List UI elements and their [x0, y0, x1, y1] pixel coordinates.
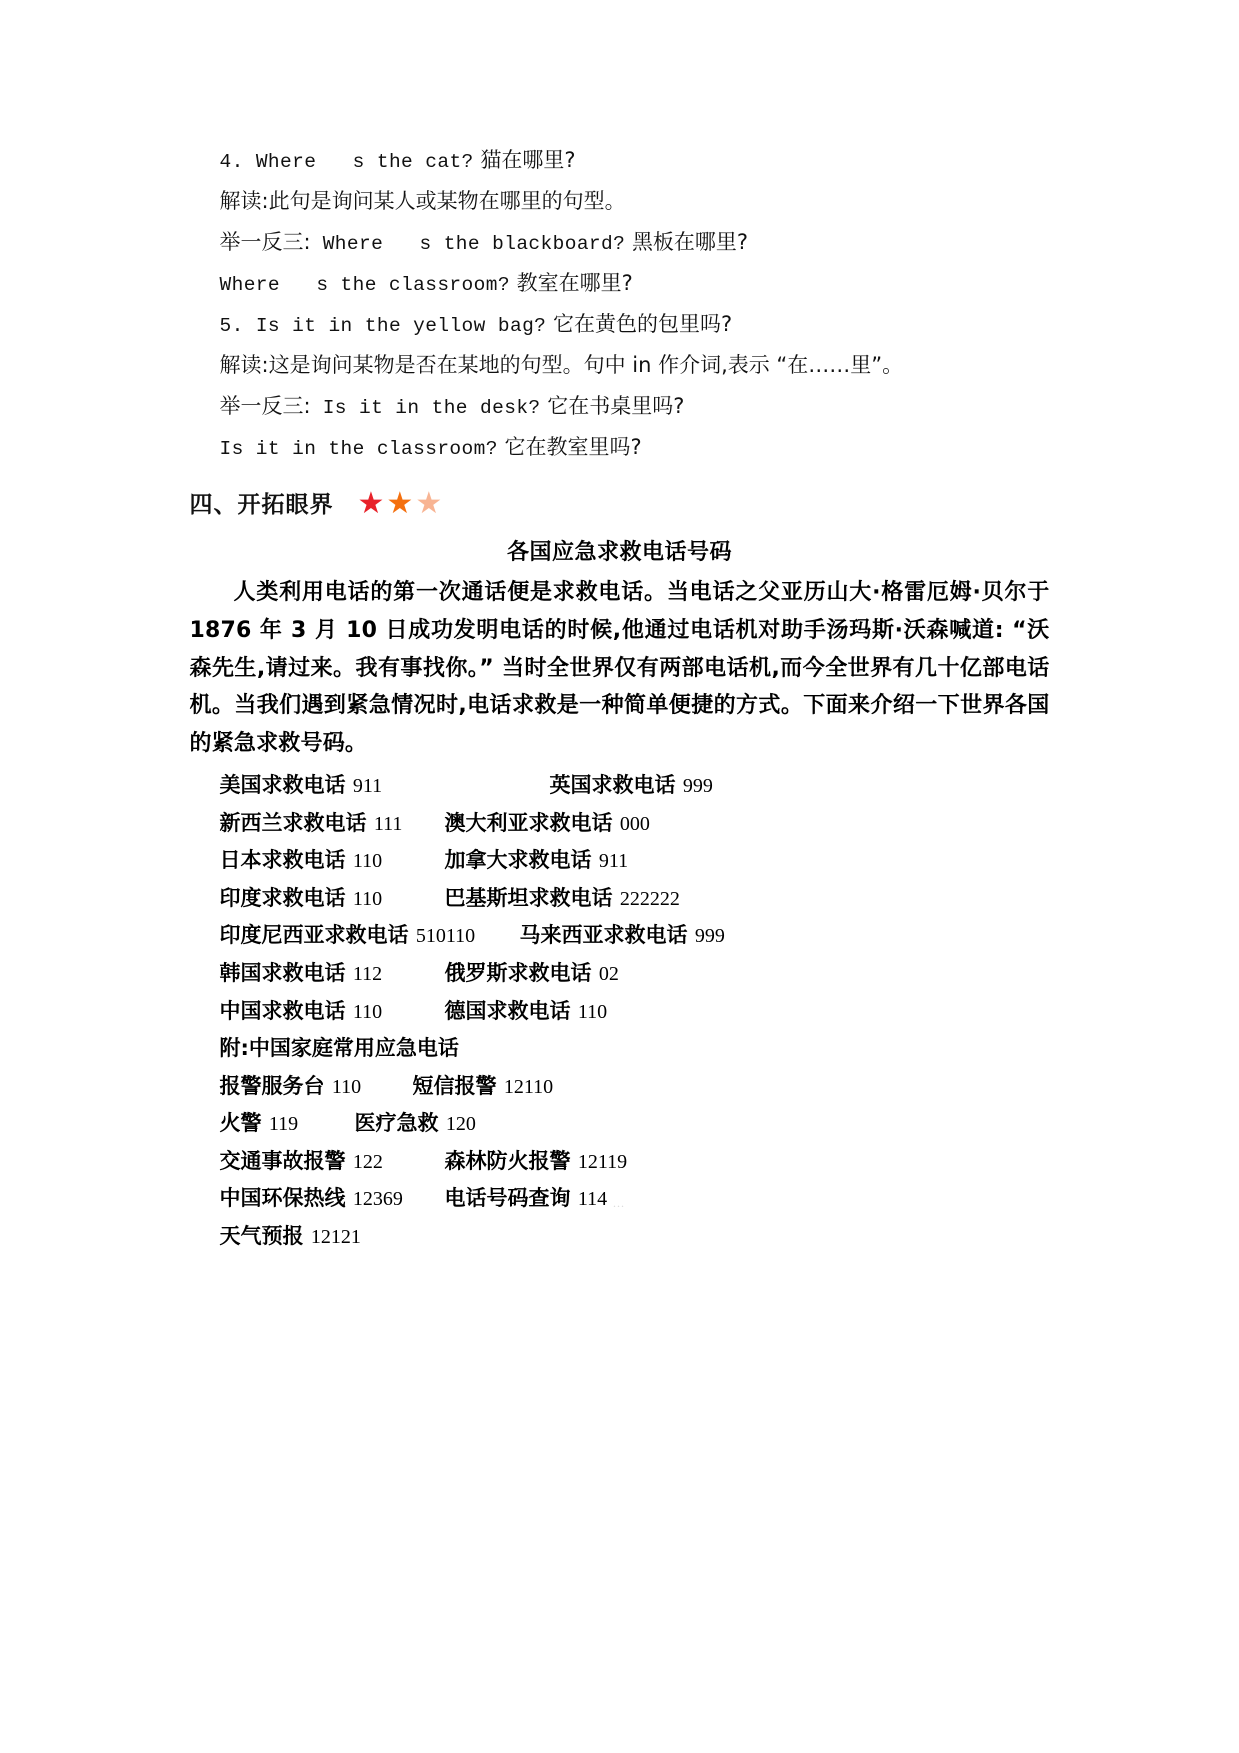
service-number: 12369 [352, 1188, 403, 1211]
list-item [190, 993, 1050, 1031]
grammar-extend-5-line1 [190, 386, 1050, 427]
country-number: 02 [598, 963, 619, 986]
list-item [190, 1105, 1050, 1143]
country-label: 英国求救电话 [549, 773, 676, 798]
country-label: 马来西亚求救电话 [519, 923, 688, 948]
section-heading-label: 四、开拓眼界 [189, 491, 334, 518]
service-number: 12121 [310, 1226, 361, 1249]
country-label: 印度尼西亚求救电话 [219, 923, 409, 948]
service-label: 森林防火报警 [444, 1148, 571, 1173]
country-number: 111 [373, 812, 403, 835]
country-label: 日本求救电话 [219, 848, 346, 873]
emergency-numbers-list [190, 767, 1050, 1030]
grammar-explain-4-label: 解读: [219, 189, 269, 214]
grammar-extend-5-chinese-2: 它在教室里吗? [504, 434, 642, 459]
country-number: 222222 [619, 887, 680, 910]
list-item [190, 955, 1050, 993]
grammar-extend-4-english-1: Where s the blackboard? [322, 232, 626, 255]
service-label: 交通事故报警 [219, 1148, 346, 1173]
grammar-question-4-number: 4. [219, 151, 244, 173]
grammar-question-5-english: Is it in the yellow bag? [255, 314, 547, 337]
grammar-extend-4-line2 [190, 263, 1050, 304]
country-label: 美国求救电话 [219, 773, 346, 798]
service-label: 电话号码查询 [444, 1186, 571, 1211]
list-item [190, 917, 1050, 955]
grammar-explain-5-label: 解读: [219, 353, 269, 377]
grammar-question-5-chinese: 它在黄色的包里吗? [552, 311, 733, 336]
country-number: 510110 [415, 925, 476, 948]
star-icon-1: ★ [357, 487, 385, 521]
service-label: 医疗急救 [354, 1111, 439, 1136]
country-number: 110 [352, 1000, 383, 1023]
grammar-extend-5-english-2: Is it in the classroom? [219, 437, 498, 460]
country-label: 俄罗斯求救电话 [444, 961, 592, 986]
list-item [190, 1218, 1050, 1256]
list-item [190, 767, 1050, 805]
country-number: 112 [352, 963, 383, 986]
list-item [190, 805, 1050, 843]
country-label: 印度求救电话 [219, 885, 346, 910]
service-number: 110 [331, 1075, 362, 1098]
service-number: 12110 [503, 1075, 554, 1098]
country-label: 加拿大求救电话 [444, 848, 592, 873]
grammar-explain-4-text: 此句是询问某人或某物在哪里的句型。 [268, 189, 626, 214]
grammar-extend-4-chinese-2: 教室在哪里? [516, 270, 633, 295]
grammar-extend-5-chinese-1: 它在书桌里吗? [547, 393, 685, 418]
country-number: 000 [619, 812, 650, 835]
service-label: 中国环保热线 [219, 1186, 346, 1211]
grammar-explain-5 [190, 345, 1050, 386]
grammar-question-5 [190, 304, 1050, 345]
country-label: 新西兰求救电话 [219, 810, 367, 835]
section-heading [190, 486, 1050, 519]
country-number: 999 [694, 925, 725, 948]
list-item [190, 842, 1050, 880]
grammar-extend-4-line1 [190, 222, 1050, 263]
list-item [190, 1068, 1050, 1106]
service-number: 120 [445, 1113, 476, 1136]
grammar-question-5-number: 5. [219, 314, 244, 337]
country-label: 澳大利亚求救电话 [444, 810, 613, 835]
grammar-question-4-english: Where s the cat? [255, 151, 474, 173]
grammar-extend-4-label: 举一反三: [219, 229, 311, 254]
service-number: 122 [352, 1150, 383, 1173]
difficulty-stars [358, 489, 443, 519]
page-footer-mark: … [612, 1196, 627, 1210]
list-item [190, 880, 1050, 918]
service-label: 天气预报 [219, 1224, 304, 1249]
service-label: 火警 [219, 1111, 262, 1136]
country-number: 110 [577, 1000, 608, 1023]
country-label: 巴基斯坦求救电话 [444, 885, 613, 910]
grammar-extend-5-line2 [190, 427, 1050, 468]
grammar-explain-4 [190, 181, 1050, 222]
list-item [190, 1143, 1050, 1181]
country-number: 110 [352, 887, 383, 910]
china-emergency-list [190, 1068, 1050, 1256]
grammar-extend-5-label: 举一反三: [219, 393, 311, 418]
country-label: 德国求救电话 [444, 998, 571, 1023]
service-label: 报警服务台 [219, 1073, 325, 1098]
country-label: 韩国求救电话 [219, 961, 346, 986]
star-icon-2: ★ [386, 487, 414, 521]
service-number: 12119 [577, 1150, 628, 1173]
appendix-heading: 附:中国家庭常用应急电话 [219, 1036, 459, 1061]
country-number: 911 [352, 775, 383, 798]
country-number: 999 [682, 775, 713, 798]
grammar-question-4-chinese: 猫在哪里? [480, 148, 576, 172]
grammar-extend-4-chinese-1: 黑板在哪里? [631, 229, 749, 254]
grammar-extend-5-english-1: Is it in the desk? [322, 396, 541, 419]
grammar-question-4 [190, 140, 1050, 181]
star-icon-3: ★ [415, 487, 443, 521]
service-label: 短信报警 [412, 1073, 497, 1098]
article-body: 人类利用电话的第一次通话便是求救电话。当电话之父亚历山大·格雷厄姆·贝尔于 1876 年 3 月 10 日成功发明电话的时候,他通过电话机对助手汤玛斯·沃森喊道: “沃森先生,请过来。我有事找你。” 当时全世界仅有两部电话机,而今全世界有几十亿部电话机。当我们遇到紧急情况时,电话求救是一种简单便捷的方式。下面来介绍一下世界各国的紧急求救号码。 [189, 579, 1050, 757]
document-content [190, 140, 1050, 1256]
country-number: 911 [598, 850, 629, 873]
grammar-explain-5-text: 这是询问某物是否在某地的句型。句中 in 作介词,表示 “在……里”。 [268, 353, 904, 377]
service-number: 114 [577, 1188, 608, 1211]
service-number: 119 [268, 1113, 299, 1136]
country-label: 中国求救电话 [219, 998, 346, 1023]
article-title: 各国应急求救电话号码 [506, 539, 732, 565]
grammar-extend-4-english-2: Where s the classroom? [219, 273, 510, 296]
country-number: 110 [352, 850, 383, 873]
